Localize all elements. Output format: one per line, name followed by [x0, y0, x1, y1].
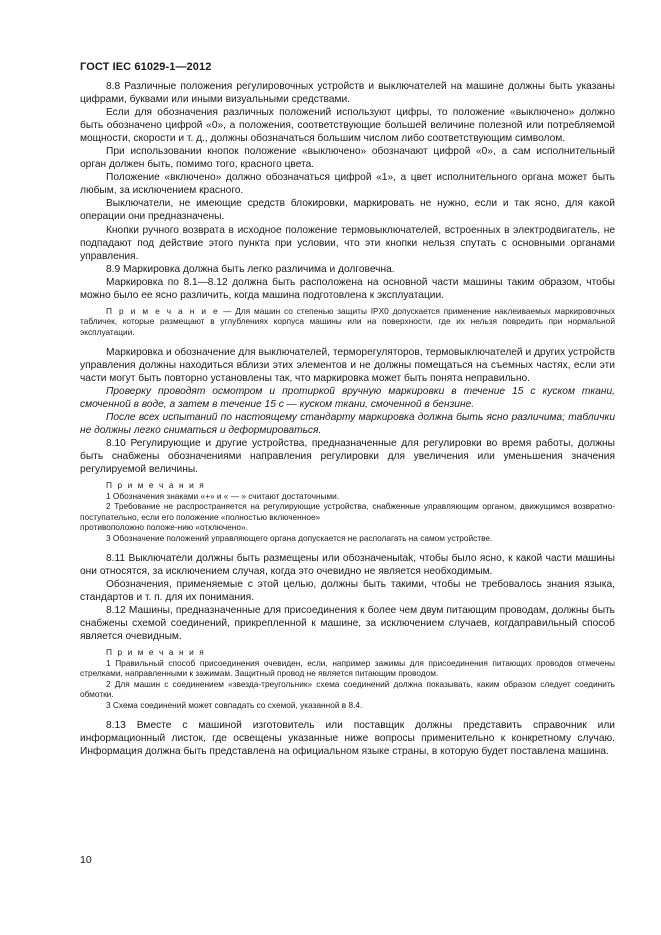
note-item: 2 Для машин с соединением «звезда-треугольник» схема соединений должна показывать, каким образом следует соединить обмотки. — [80, 678, 615, 700]
note-item: 1 Обозначения знаками «+» и « — » считают достаточными. — [106, 490, 340, 501]
paragraph: При использовании кнопок положение «выключено» обозначают цифрой «0», а сам исполнительный орган должен быть, помимо того, красного цвета. — [80, 146, 615, 171]
notes-heading: П р и м е ч а н и я — [106, 480, 206, 491]
page-header: ГОСТ IEC 61029-1—2012 — [80, 61, 212, 73]
italic-paragraph: После всех испытаний по настоящему стандарту маркировка должна быть ясно различима; таблички не должны легко сниматься и деформироваться. — [80, 411, 615, 436]
note-label: П р и м е ч а н и е — [106, 305, 220, 316]
paragraph: Положение «включено» должно обозначаться цифрой «1», а цвет исполнительного органа может быть любым, за исключением красного. — [80, 172, 615, 197]
note-text: — Для машин со степенью защиты IPX0 допускается применение наклеиваемых маркировочных табличек, которые размещают в углублениях корпуса машины или на поверхности, где их нельзя повредить при нормальной эксплуатации. — [80, 305, 615, 337]
note-item: 2 Требование не распространяется на регулирующие устройства, снабженные управляющим органом, движущимся возвратно-поступательно, если его положение «полностью включенное» — [80, 501, 615, 522]
paragraph: Обозначения, применяемые с этой целью, должны быть такими, чтобы не требовалось знания языка, стандартов и т. п. для их понимания. — [80, 578, 615, 603]
note-item: 3 Обозначение положений управляющего органа допускается не располагать на самом устройстве. — [106, 533, 493, 544]
paragraph: Если для обозначения различных положений используют цифры, то положение «выключено» должно быть обозначено цифрой «0», а положения, соответствующие большей величине полезной или потребляемой мощности, скорости и т. д., должны обозначаться большим числом либо соответствующим символом. — [80, 107, 615, 145]
note-item: 3 Схема соединений может совпадать со схемой, указанной в 8.4. — [106, 699, 363, 710]
note-item: противоположно положе-нию «отключено». — [80, 522, 248, 533]
page-content — [80, 80, 615, 758]
paragraph: 8.9 Маркировка должна быть легко различима и долговечна. — [106, 263, 395, 275]
paragraph: Маркировка по 8.1—8.12 должна быть расположена на основной части машины таким образом, чтобы можно было ее ясно различить, когда машина подготовлена к эксплуатации. — [80, 276, 615, 301]
paragraph: Маркировка и обозначение для выключателей, терморегуляторов, термовыключателей и других устройств управления должны находиться вблизи этих элементов и не должны помещаться на съемных частях, если эти части могут быть повторно установлены так, что маркировка может быть понята неправильно. — [80, 346, 615, 384]
paragraph: 8.10 Регулирующие и другие устройства, предназначенные для регулировки во время работы, должны быть снабжены обозначениями направления регулировки для увеличения или уменьшения значения регулируемой величины. — [80, 437, 615, 475]
paragraph: 8.13 Вместе с машиной изготовитель или поставщик должны представить справочник или информационный листок, где освещены указанные ниже вопросы применительно к конкретному случаю. Информация должна быть представлена на официальном языке страны, в которую будет поставлена машина. — [80, 719, 615, 757]
notes-heading: П р и м е ч а н и я — [106, 646, 206, 657]
paragraph: Кнопки ручного возврата в исходное положение термовыключателей, встроенных в электродвигатель, не подпадают под действие этого пункта при условии, что эти кнопки нельзя спутать с основными органами управления. — [80, 224, 615, 262]
note-item: 1 Правильный способ присоединения очевиден, если, например зажимы для присоединения питающих проводов отмечены стрелками, направленными к зажимам. Защитный провод не является питающим проводом. — [80, 657, 615, 679]
note-irx0 — [80, 306, 615, 338]
italic-paragraph: Проверку проводят осмотром и протиркой вручную маркировки в течение 15 с куском ткани, смоченной в воде, а затем в течение 15 с — куском ткани, смоченной в бензине. — [80, 385, 615, 410]
page-number: 10 — [80, 854, 92, 866]
paragraph: 8.11 Выключатели должны быть размещены или обозначеныtak, чтобы было ясно, к какой части машины они относятся, за исключением случая, когда это очевидно не является необходимым. — [80, 552, 615, 577]
paragraph: 8.8 Различные положения регулировочных устройств и выключателей на машине должны быть указаны цифрами, буквами или иными визуальными средствами. — [80, 81, 615, 106]
paragraph: 8.12 Машины, предназначенные для присоединения к более чем двум питающим проводам, должны быть снабжены схемой соединений, прикрепленной к машине, за исключением случаев, когдаправильный способ является очевидным. — [80, 604, 615, 642]
paragraph: Выключатели, не имеющие средств блокировки, маркировать не нужно, если и так ясно, для какой операции они предназначены. — [80, 198, 615, 223]
